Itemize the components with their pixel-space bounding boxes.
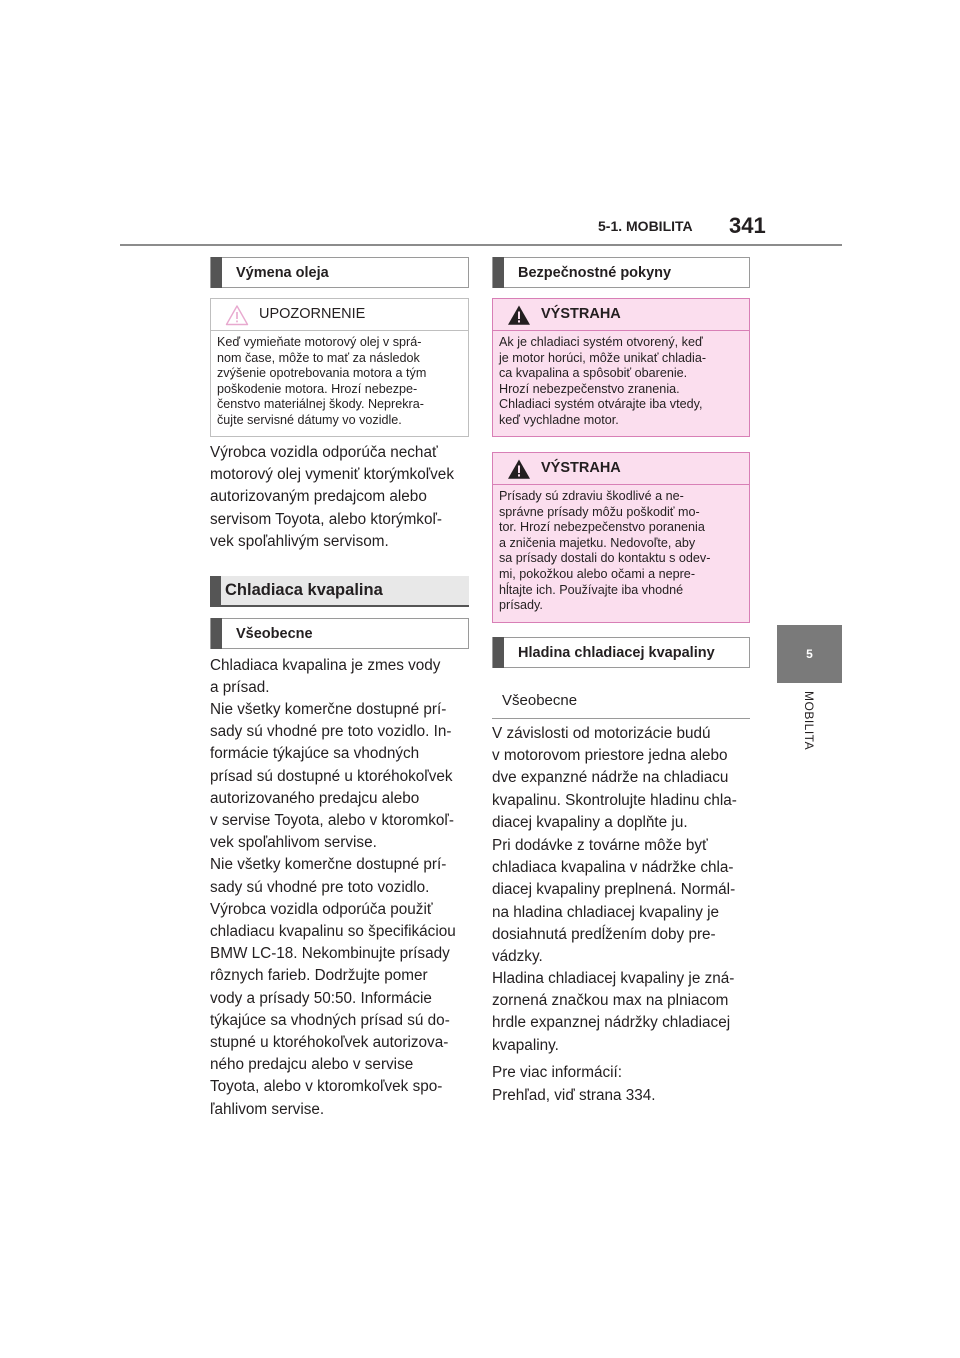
- text-line: sady sú vhodné pre toto vozidlo. In-: [210, 723, 452, 741]
- oil-change-heading: [210, 257, 469, 288]
- text-line: Výrobca vozidla odporúča nechať: [210, 444, 438, 461]
- text-line: BMW LC-18. Nekombinujte prísady: [210, 945, 450, 963]
- heading-text: Hladina chladiacej kvapaliny: [518, 644, 715, 661]
- text-line: servisom Toyota, alebo ktorýmkoľ-: [210, 510, 443, 528]
- caution-text: [211, 331, 468, 429]
- general-subheading-right: Všeobecne: [502, 692, 578, 709]
- text-line: sa prísady dostali do kontaktu s odev-: [499, 551, 711, 566]
- heading-bar: [211, 618, 222, 649]
- text-line: Nie všetky komerčne dostupné prí-: [210, 856, 447, 874]
- text-line: Ak je chladiaci systém otvorený, keď: [499, 335, 703, 349]
- level-paragraph-1: [492, 723, 756, 834]
- text-line: diacej kvapaliny preplnená. Normál-: [492, 881, 736, 899]
- heading-text: Bezpečnostné pokyny: [518, 264, 672, 281]
- caution-triangle-icon: [225, 304, 249, 326]
- text-line: kvapaliny.: [492, 1036, 559, 1054]
- text-line: stupné u ktoréhokoľvek autorizova-: [210, 1034, 449, 1052]
- text-line: týkajúce sa vhodných prísad sú do-: [210, 1011, 450, 1029]
- text-line: vody a prísady 50:50. Informácie: [210, 989, 432, 1007]
- text-line: Výrobca vozidla odporúča použiť: [210, 900, 433, 918]
- warning-text: [493, 331, 749, 429]
- text-line: Chladiaca kvapalina je zmes vody: [210, 657, 441, 674]
- text-line: motorový olej vymeniť ktorýmkoľvek: [210, 466, 454, 484]
- text-line: formácie týkajúce sa vhodných: [210, 745, 420, 763]
- coolant-paragraph-2: [210, 699, 474, 1121]
- oil-paragraph: [210, 442, 472, 553]
- caution-title: UPOZORNENIE: [259, 306, 366, 322]
- subheading-rule: [492, 718, 750, 719]
- text-line: Hladina chladiacej kvapaliny je zná-: [492, 970, 735, 987]
- text-line: ca kvapalina a spôsobiť obarenie.: [499, 366, 688, 381]
- text-line: Hrozí nebezpečenstvo zranenia.: [499, 381, 680, 396]
- text-line: dosiahnutá predĺžením doby pre-: [492, 925, 716, 943]
- text-line: kvapalinu. Skontrolujte hladinu chla-: [492, 791, 737, 809]
- chapter-side-label: MOBILITA: [802, 691, 816, 751]
- caution-box: [210, 298, 469, 437]
- text-line: diacej kvapaliny a doplňte ju.: [492, 813, 688, 831]
- overview-page-reference[interactable]: Prehľad, viď strana 334.: [492, 1087, 656, 1104]
- warning-title: VÝSTRAHA: [541, 306, 621, 322]
- text-line: Prísady sú zdraviu škodlivé a ne-: [499, 489, 684, 503]
- coolant-level-heading: [492, 637, 750, 668]
- text-line: vek spoľahlivým servisom.: [210, 532, 389, 550]
- text-line: chladiacu kvapalinu so špecifikáciou: [210, 923, 456, 941]
- warning-text: [493, 485, 749, 614]
- text-line: zvýšenie opotrebovania motora a tým: [217, 366, 427, 381]
- text-line: ného predajcu alebo v servise: [210, 1056, 414, 1074]
- text-line: rôznych farieb. Dodržujte pomer: [210, 967, 428, 985]
- text-line: V závislosti od motorizácie budú: [492, 725, 711, 742]
- text-line: a zničenia majetku. Nedovoľte, aby: [499, 535, 696, 550]
- text-line: ľahlivom servise.: [210, 1100, 325, 1118]
- level-paragraph-3: [492, 968, 756, 1057]
- text-line: dve expanzné nádrže na chladiacu: [492, 769, 729, 787]
- coolant-paragraph-1: [210, 655, 472, 699]
- warning-header: [493, 453, 749, 485]
- heading-bar: [493, 257, 504, 288]
- coolant-heading: [210, 576, 469, 607]
- heading-bar: [211, 257, 222, 288]
- heading-text: Chladiaca kvapalina: [225, 581, 383, 599]
- header-rule: [120, 244, 842, 246]
- text-line: keď vychladne motor.: [499, 412, 619, 427]
- level-paragraph-2: [492, 835, 756, 968]
- text-line: Chladiaci systém otvárajte iba vtedy,: [499, 397, 703, 412]
- text-line: Keď vymieňate motorový olej v sprá-: [217, 335, 422, 349]
- text-line: vek spoľahlivom servise.: [210, 834, 377, 852]
- caution-header: [211, 299, 468, 331]
- text-line: chladiaca kvapalina v nádržke chla-: [492, 859, 734, 877]
- warning-triangle-icon: [507, 304, 531, 326]
- text-line: hrdle expanznej nádržky chladiacej: [492, 1014, 731, 1032]
- text-line: mi, pokožkou alebo očami a nepre-: [499, 566, 696, 581]
- heading-text: Všeobecne: [236, 625, 313, 642]
- section-title: 5-1. MOBILITA: [598, 218, 693, 234]
- text-line: v servise Toyota, alebo v ktoromkoľ-: [210, 812, 454, 830]
- text-line: tor. Hrozí nebezpečenstvo poranenia: [499, 520, 705, 535]
- text-line: poškodenie motora. Hrozí nebezpe-: [217, 381, 418, 396]
- heading-bar: [493, 637, 504, 668]
- heading-bar: [210, 576, 221, 607]
- text-line: na hladina chladiacej kvapaliny je: [492, 903, 720, 921]
- text-line: Nie všetky komerčne dostupné prí-: [210, 701, 447, 718]
- warning-box-1: [492, 298, 750, 437]
- warning-header: [493, 299, 749, 331]
- general-heading-left: [210, 618, 469, 649]
- text-line: hĺtajte ich. Používajte iba vhodné: [499, 582, 684, 597]
- heading-text: Výmena oleja: [236, 264, 329, 281]
- more-info-text: Pre viac informácií:: [492, 1064, 623, 1081]
- text-line: je motor horúci, môže unikať chladia-: [499, 350, 707, 365]
- text-line: v motorovom priestore jedna alebo: [492, 747, 728, 765]
- warning-title: VÝSTRAHA: [541, 460, 621, 476]
- text-line: zornená značkou max na plniacom: [492, 992, 729, 1010]
- text-line: čenstvo materiálnej škody. Neprekra-: [217, 397, 424, 412]
- text-line: Toyota, alebo v ktoromkoľvek spo-: [210, 1078, 443, 1096]
- text-line: Pri dodávke z továrne môže byť: [492, 837, 708, 854]
- text-line: vádzky.: [492, 948, 543, 966]
- chapter-tab: 5: [777, 625, 842, 683]
- text-line: správne prísady môžu poškodiť mo-: [499, 504, 700, 519]
- safety-heading: [492, 257, 750, 288]
- text-line: nom čase, môže to mať za následok: [217, 350, 420, 365]
- text-line: prísady.: [499, 598, 543, 613]
- text-line: prísad sú dostupné u ktoréhokoľvek: [210, 767, 453, 785]
- warning-box-2: [492, 452, 750, 623]
- text-line: sady sú vhodné pre toto vozidlo.: [210, 878, 430, 896]
- page-number: 341: [729, 213, 766, 238]
- text-line: čujte servisné dátumy vo vozidle.: [217, 412, 402, 427]
- text-line: autorizovaným predajcom alebo: [210, 488, 427, 506]
- text-line: autorizovaného predajcu alebo: [210, 789, 420, 807]
- text-line: a prísad.: [210, 679, 270, 697]
- warning-triangle-icon: [507, 458, 531, 480]
